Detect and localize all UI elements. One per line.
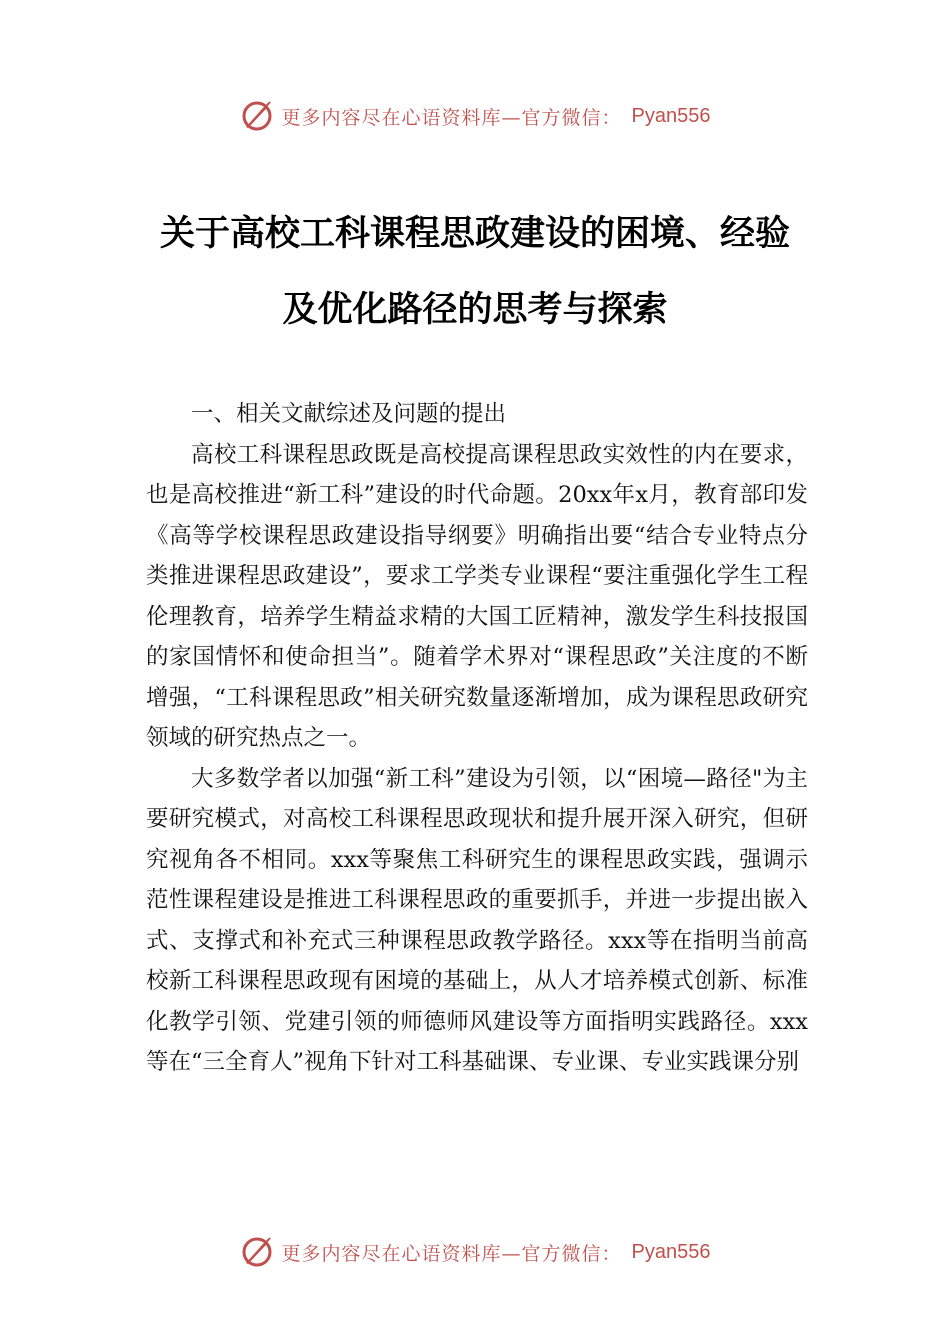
quill-pen-circle-icon [240, 1235, 274, 1269]
header-watermark [0, 96, 950, 136]
watermark-text: 更多内容尽在心语资料库—官方微信： [281, 106, 622, 129]
section-heading: 一、相关文献综述及问题的提出 [191, 401, 507, 427]
watermark-wechat-id: Pyan556 [631, 1240, 711, 1263]
title-line-2: 及优化路径的思考与探索 [282, 289, 668, 330]
body-paragraph-2: 大多数学者以加强“新工科”建设为引领，以“困境—路径"为主要研究模式，对高校工科课程思政现状和提升展开深入研究，但研究视角各不相同。xxx等聚焦工科研究生的课程思政实践，强调示范性课程建设是推进工科课程思政的重要抓手，并进一步提出嵌入式、支撑式和补充式三种课程思政教学路径。xxx等在指明当前高校新工科课程思政现有困境的基础上，从人才培养模式创新、标准化教学引领、党建引领的师德师风建设等方面指明实践路径。xxx等在“三全育人”视角下针对工科基础课、专业课、专业实践课分别 [146, 765, 808, 1075]
watermark-text: 更多内容尽在心语资料库—官方微信： [281, 1242, 622, 1265]
body-paragraph-1: 高校工科课程思政既是高校提高课程思政实效性的内在要求，也是高校推进“新工科”建设的时代命题。20xx年x月，教育部印发《高等学校课程思政建设指导纲要》明确指出要“结合专业特点分类推进课程思政建设”，要求工学类专业课程“要注重强化学生工程伦理教育，培养学生精益求精的大国工匠精神，激发学生科技报国的家国情怀和使命担当”。随着学术界对“课程思政”关注度的不断增强，“工科课程思政”相关研究数量逐渐增加，成为课程思政研究领域的研究热点之一。 [146, 441, 808, 751]
quill-pen-circle-icon [240, 99, 274, 133]
document-body [146, 394, 808, 1083]
watermark-wechat-id: Pyan556 [631, 104, 711, 127]
footer-watermark [0, 1232, 950, 1272]
document-title [100, 196, 850, 348]
title-line-1: 关于高校工科课程思政建设的困境、经验 [159, 213, 790, 254]
